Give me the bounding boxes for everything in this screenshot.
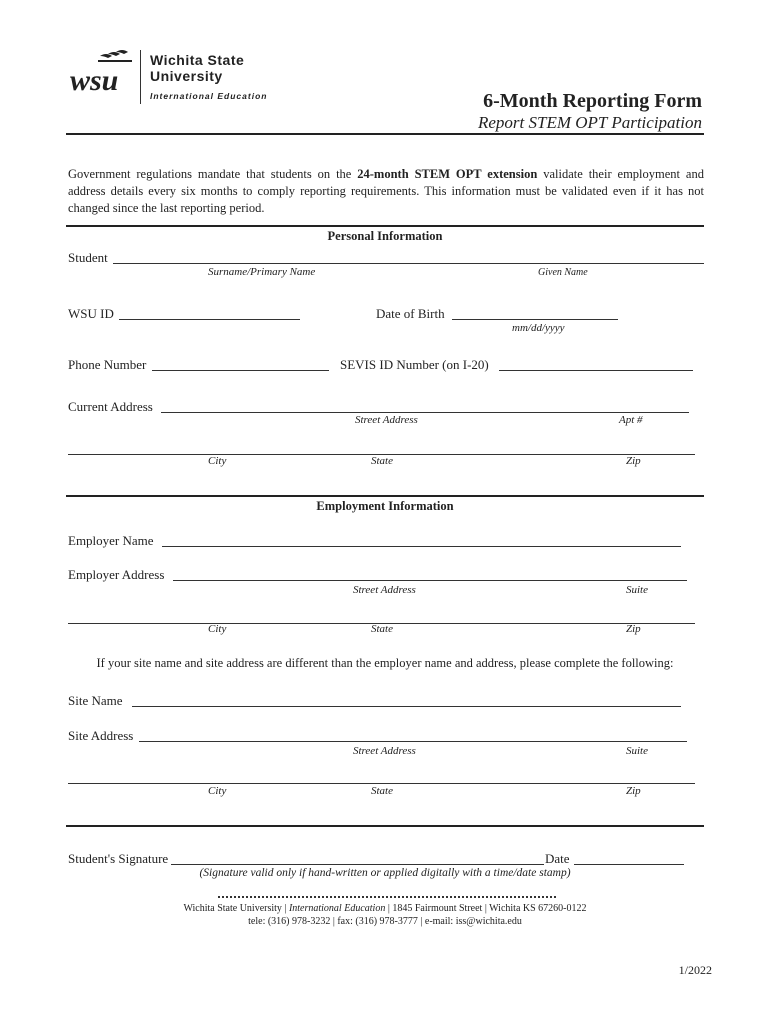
signature-field[interactable] — [171, 864, 544, 865]
given-name-caption: Given Name — [538, 267, 588, 278]
site-zip-caption: Zip — [626, 785, 641, 797]
form-title: 6-Month Reporting Form — [483, 90, 702, 112]
form-subtitle: Report STEM OPT Participation — [478, 113, 702, 132]
wsu-id-field[interactable] — [119, 319, 300, 320]
apt-caption: Apt # — [619, 414, 643, 426]
site-name-label: Site Name — [68, 693, 123, 708]
site-state-caption: State — [371, 785, 393, 797]
intro-paragraph: Government regulations mandate that students on the 24-month STEM OPT extension validate their employment and address details every six months to comply reporting requirements. This information must be validated even if it has not changed since the last reporting period. — [68, 167, 704, 215]
logo-university-name: Wichita State University — [150, 52, 245, 84]
header-rule — [66, 133, 704, 135]
employer-street-caption: Street Address — [353, 584, 416, 596]
employment-info-heading: Employment Information — [316, 499, 454, 513]
employer-address-street-field[interactable] — [173, 580, 687, 581]
signature-section-rule — [66, 825, 704, 827]
student-label: Student — [68, 250, 108, 265]
student-name-field[interactable] — [113, 263, 704, 264]
signature-date-field[interactable] — [574, 864, 684, 865]
employer-zip-caption: Zip — [626, 623, 641, 635]
revision-date: 1/2022 — [678, 963, 712, 977]
current-address-street-field[interactable] — [161, 412, 689, 413]
zip-caption: Zip — [626, 455, 641, 467]
footer-contact: tele: (316) 978-3232 | fax: (316) 978-3777 | e-mail: iss@wichita.edu — [248, 916, 522, 927]
site-street-caption: Street Address — [353, 745, 416, 757]
employer-name-field[interactable] — [162, 546, 681, 547]
sevis-field[interactable] — [499, 370, 693, 371]
employer-address-label: Employer Address — [68, 567, 165, 582]
wsu-shocker-logo-icon — [70, 50, 134, 98]
phone-field[interactable] — [152, 370, 329, 371]
personal-info-heading: Personal Information — [327, 229, 443, 243]
dob-format-caption: mm/dd/yyyy — [512, 322, 565, 334]
surname-caption: Surname/Primary Name — [208, 266, 316, 278]
employment-section-rule — [66, 495, 704, 497]
footer-dotted-rule — [218, 896, 556, 898]
site-address-street-field[interactable] — [139, 741, 687, 742]
phone-label: Phone Number — [68, 357, 147, 372]
svg-text:wsu: wsu — [70, 64, 119, 97]
wsu-id-label: WSU ID — [68, 306, 114, 321]
employer-name-label: Employer Name — [68, 533, 154, 548]
employer-city-caption: City — [208, 623, 227, 635]
site-instructions: If your site name and site address are different than the employer name and address, please complete the following: — [96, 656, 674, 670]
footer-address: Wichita State University | International Education | 1845 Fairmount Street | Wichita KS 67260-0122 — [183, 903, 587, 914]
signature-date-label: Date — [545, 851, 570, 866]
current-address-label: Current Address — [68, 399, 153, 414]
dob-field[interactable] — [452, 319, 618, 320]
site-suite-caption: Suite — [626, 745, 648, 757]
personal-section-rule — [66, 225, 704, 227]
signature-note: (Signature valid only if hand-written or applied digitally with a time/date stamp) — [199, 867, 571, 879]
site-city-caption: City — [208, 785, 227, 797]
employer-suite-caption: Suite — [626, 584, 648, 596]
employer-state-caption: State — [371, 623, 393, 635]
sevis-label: SEVIS ID Number (on I-20) — [340, 357, 489, 372]
city-caption: City — [208, 455, 227, 467]
street-address-caption: Street Address — [355, 414, 418, 426]
logo-department: International Education — [150, 91, 268, 101]
site-address-label: Site Address — [68, 728, 134, 743]
dob-label: Date of Birth — [376, 306, 445, 321]
state-caption: State — [371, 455, 393, 467]
logo-divider — [140, 50, 141, 104]
site-city-state-zip-field[interactable] — [68, 783, 695, 784]
site-name-field[interactable] — [132, 706, 681, 707]
signature-label: Student's Signature — [68, 851, 169, 866]
